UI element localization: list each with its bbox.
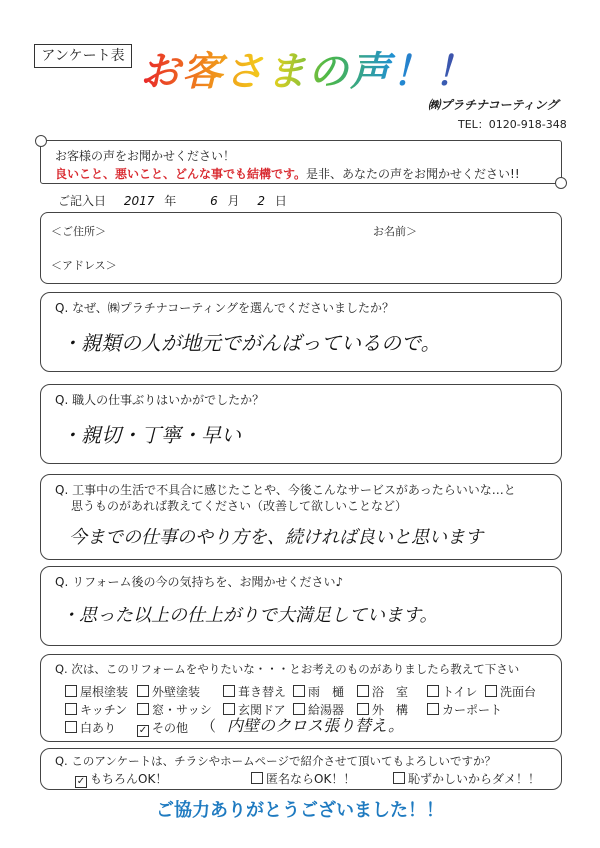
date-label: ご記入日 bbox=[58, 194, 107, 208]
company-name: ㈱プラチナコーティング bbox=[428, 98, 559, 112]
publish-box bbox=[40, 748, 562, 790]
answer-text[interactable]: 今までの仕事のやり方を、続ければ良いと思います bbox=[69, 527, 483, 548]
question-box bbox=[40, 566, 562, 646]
answer-text[interactable]: ・思った以上の仕上がりで大満足しています。 bbox=[61, 605, 438, 626]
answer-text[interactable]: ・親切・丁寧・早い bbox=[61, 423, 241, 447]
other-answer[interactable]: 内壁のクロス張り替え。 bbox=[227, 716, 404, 735]
thanks-message: ご協力ありがとうございました！！ bbox=[156, 800, 444, 821]
question-box bbox=[40, 292, 562, 372]
question-text: Q. 工事中の生活で不具合に感じたことや、今後こんなサービスがあったらいいな…と bbox=[55, 483, 516, 497]
checkbox-option[interactable]: カーポート bbox=[427, 701, 502, 718]
scroll-curl-icon bbox=[555, 177, 567, 189]
date-month[interactable]: 6 bbox=[210, 194, 218, 208]
question-text: Q. リフォーム後の今の気持ちを、お聞かせください♪ bbox=[55, 575, 344, 589]
checkbox-option[interactable]: 洗面台 bbox=[485, 683, 536, 700]
email-label: ＜アドレス＞ bbox=[51, 259, 117, 272]
date-row bbox=[58, 192, 287, 209]
banner-line1: お客様の声をお聞かせください！ bbox=[55, 149, 236, 163]
telephone: TEL：0120-918-348 bbox=[458, 118, 567, 131]
date-year-unit: 年 bbox=[164, 194, 177, 208]
checkbox-option[interactable]: 浴 室 bbox=[357, 683, 408, 700]
question-box bbox=[40, 384, 562, 464]
date-year[interactable]: 2017 bbox=[123, 194, 155, 208]
date-day-unit: 日 bbox=[274, 194, 287, 208]
checkbox-option[interactable]: 外壁塗装 bbox=[137, 683, 200, 700]
name-label: お名前＞ bbox=[373, 225, 417, 238]
checkbox-option[interactable]: 白あり bbox=[65, 719, 116, 736]
question-text: Q. 次は、このリフォームをやりたいな・・・とお考えのものがありましたら教えて下さい bbox=[55, 662, 520, 676]
checkbox-option[interactable]: 雨 樋 bbox=[293, 683, 344, 700]
checkbox-option[interactable]: 外 構 bbox=[357, 701, 408, 718]
date-month-unit: 月 bbox=[227, 194, 240, 208]
checkbox-option[interactable]: キッチン bbox=[65, 701, 127, 718]
checkbox-option[interactable]: 窓・サッシ bbox=[137, 701, 212, 718]
address-label: ＜ご住所＞ bbox=[51, 225, 106, 238]
checkbox-option[interactable]: 給湯器 bbox=[293, 701, 344, 718]
banner-line2 bbox=[55, 165, 520, 182]
checkbox-option-checked[interactable]: ✓ その他 bbox=[137, 719, 188, 737]
question-text: Q. なぜ、㈱プラチナコーティングを選んでくださいましたか？ bbox=[55, 301, 395, 315]
checkbox-option[interactable]: 恥ずかしいからダメ！！ bbox=[393, 770, 540, 787]
page-title: お客さまの声！！ bbox=[140, 40, 476, 97]
checkbox-option[interactable]: トイレ bbox=[427, 683, 477, 700]
checkbox-option[interactable]: 屋根塗装 bbox=[65, 683, 128, 700]
banner-line2-black: 是非、あなたの声をお聞かせください!! bbox=[306, 167, 520, 181]
question-text: Q. 職人の仕事ぶりはいかがでしたか？ bbox=[55, 393, 265, 407]
date-day[interactable]: 2 bbox=[257, 194, 266, 208]
checkbox-option-checked[interactable]: ✓ もちろんOK！ bbox=[75, 770, 167, 788]
checkbox-option[interactable]: 匿名ならOK！！ bbox=[251, 770, 355, 787]
checkbox-option[interactable]: 玄関ドア bbox=[223, 701, 286, 718]
survey-tag: アンケート表 bbox=[34, 44, 132, 68]
scroll-curl-icon bbox=[35, 135, 47, 147]
checkbox-option[interactable]: 葺き替え bbox=[223, 683, 286, 700]
answer-text[interactable]: ・親類の人が地元でがんばっているので。 bbox=[61, 331, 441, 355]
question-text-line2: 思うものがあれば教えてください（改善して欲しいことなど） bbox=[71, 499, 408, 513]
address-box bbox=[40, 212, 562, 284]
other-paren: （ bbox=[201, 717, 217, 735]
question-text: Q. このアンケートは、チラシやホームページで紹介させて頂いてもよろしいですか？ bbox=[55, 754, 496, 768]
banner-line2-red: 良いこと、悪いこと、どんな事でも結構です。 bbox=[55, 167, 307, 181]
reform-box bbox=[40, 654, 562, 742]
question-box bbox=[40, 474, 562, 560]
banner-scroll bbox=[40, 140, 562, 184]
